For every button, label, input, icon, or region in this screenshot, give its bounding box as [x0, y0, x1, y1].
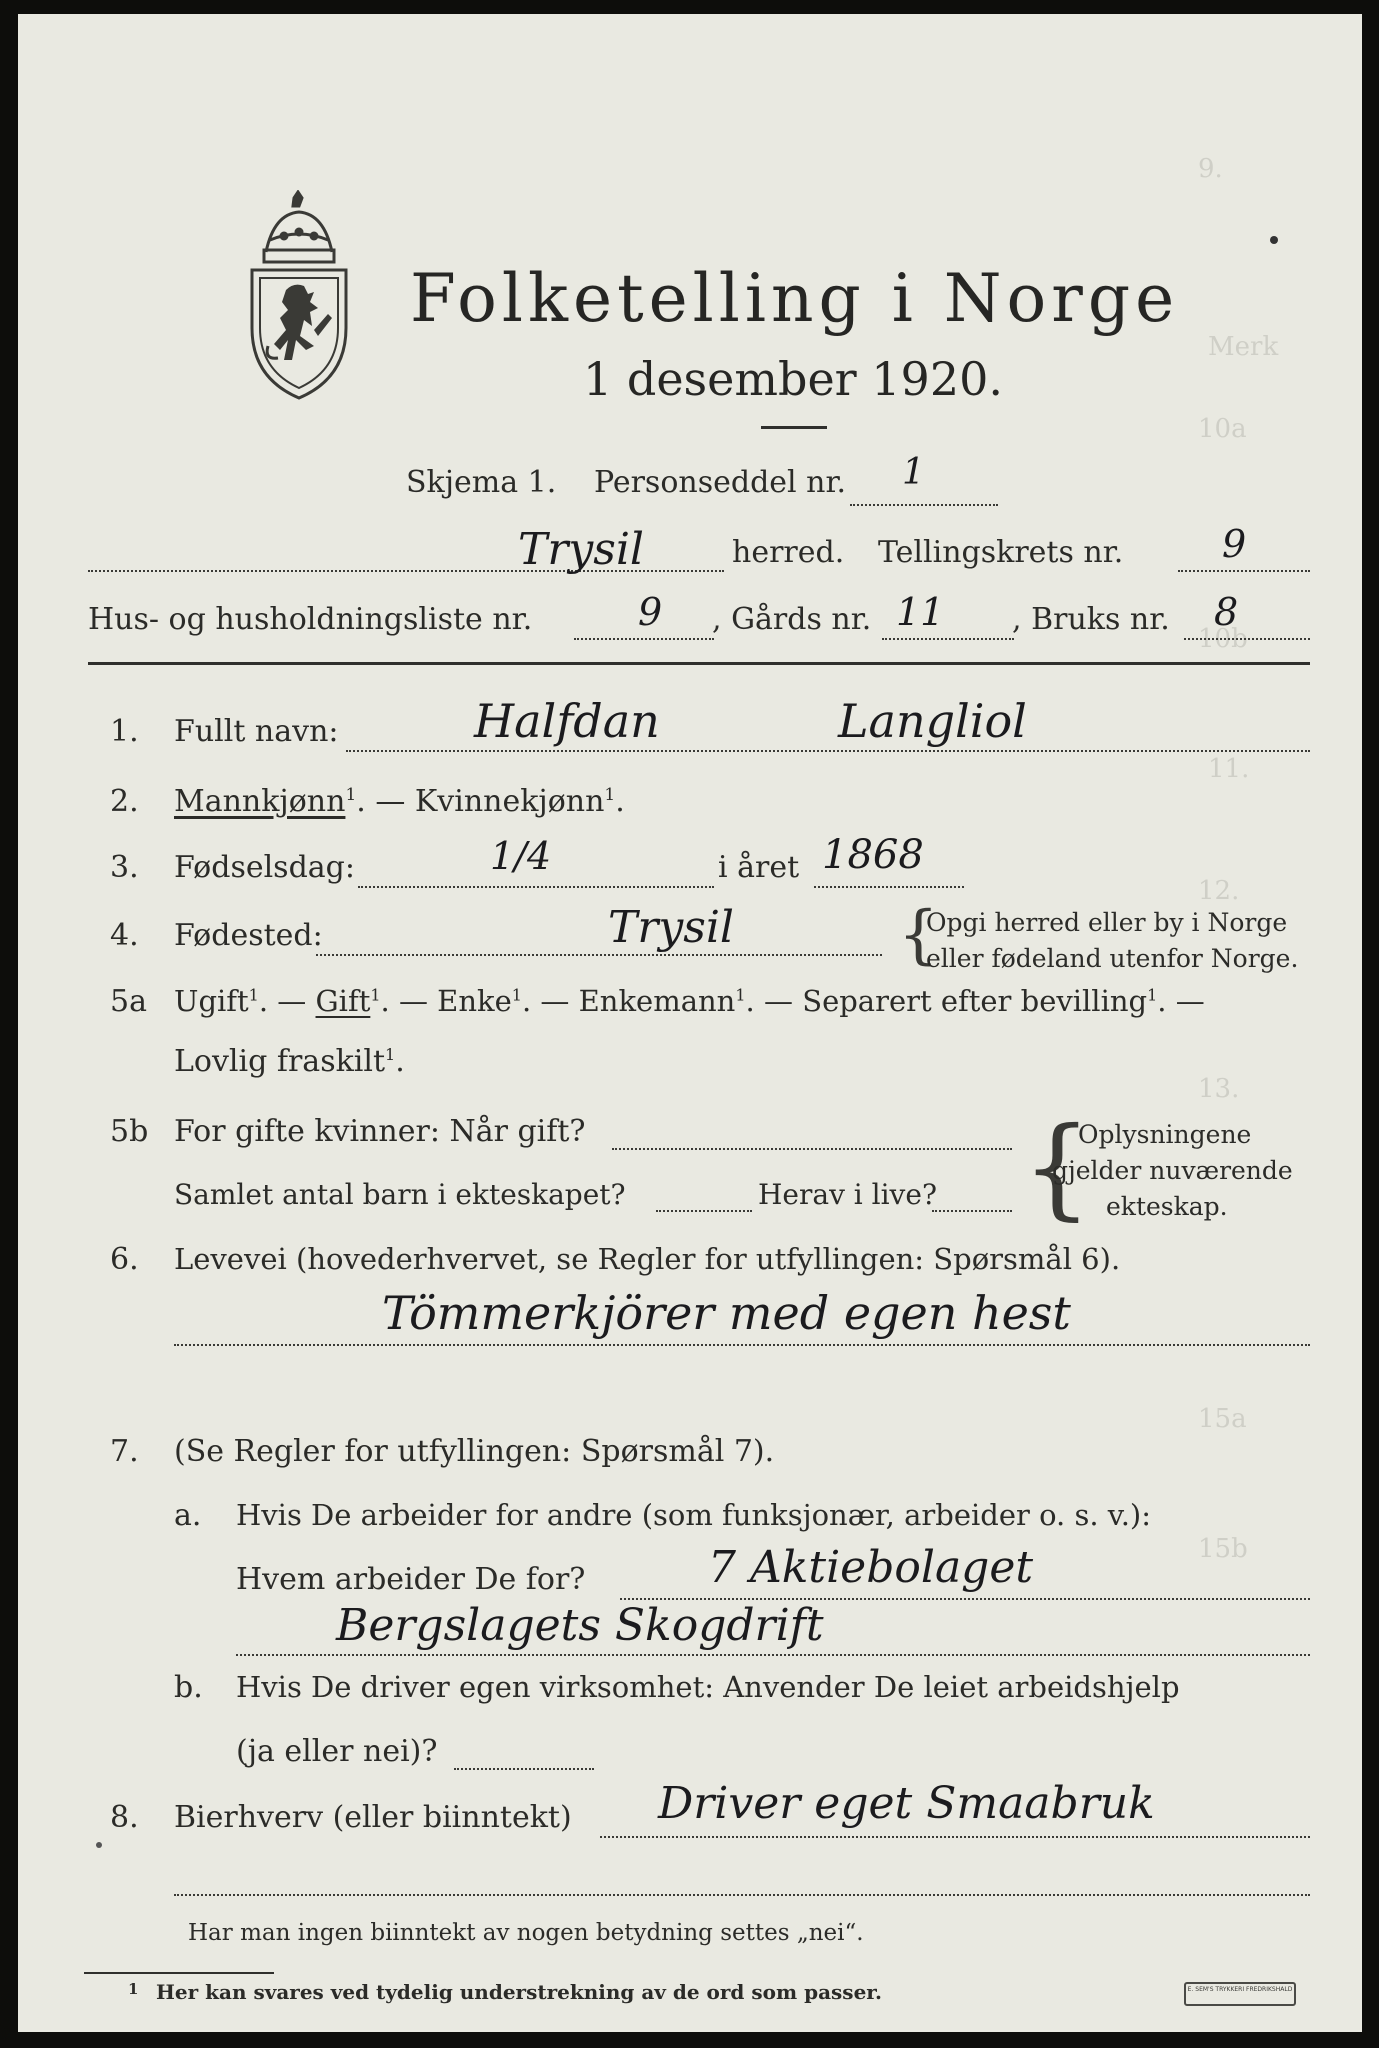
title-divider — [761, 426, 827, 429]
q7a-line-2 — [236, 1654, 1310, 1656]
q5b-brace: { — [1022, 1103, 1092, 1231]
no-income-note: Har man ingen biinntekt av nogen betydning settes „nei“. — [188, 1920, 864, 1946]
q8-number: 8. — [110, 1800, 139, 1835]
q4-number: 4. — [110, 918, 139, 953]
q1-line — [346, 750, 1310, 752]
herred-value: Trysil — [518, 524, 644, 575]
q5b-note-3: ekteskap. — [1106, 1192, 1228, 1221]
footnote-text: Her kan svares ved tydelig understrekning av de ord som passer. — [156, 1980, 882, 2004]
q4-note-2: eller fødeland utenfor Norge. — [926, 944, 1299, 973]
q5b-number: 5b — [110, 1114, 149, 1149]
q7b-question: (ja eller nei)? — [236, 1734, 438, 1769]
q4-line — [316, 954, 882, 956]
q5b-married-label: For gifte kvinner: Når gift? — [174, 1114, 586, 1149]
header-divider — [88, 662, 1310, 665]
q6-number: 6. — [110, 1242, 139, 1277]
personseddel-line — [850, 504, 998, 506]
q5b-note-1: Oplysningene — [1078, 1120, 1252, 1149]
q4-note-1: Opgi herred eller by i Norge — [926, 908, 1288, 937]
census-date: 1 desember 1920. — [583, 352, 1003, 406]
full-name-first: Halfdan — [474, 694, 660, 748]
printer-stamp-text: E. SEM'S TRYKKERI FREDRIKSHALD — [1187, 1986, 1293, 1993]
husliste-label: Hus- og husholdningsliste nr. — [88, 602, 533, 637]
q5b-married-line — [612, 1148, 1012, 1150]
q7-number: 7. — [110, 1434, 139, 1469]
bruks-label: , Bruks nr. — [1012, 602, 1170, 637]
q5b-alive-line — [932, 1210, 1012, 1212]
ink-mark — [96, 1842, 102, 1848]
marital-gift-option: Gift — [315, 984, 371, 1018]
footnote-mark: 1 — [128, 1980, 139, 1998]
q1-label: Fullt navn: — [174, 714, 339, 749]
q5a-options: Ugift$^1$. — Gift$^1$. — Enke$^1$. — Enkemann$^1$. — Separert efter bevilling$^1$. — — [174, 984, 1205, 1018]
employer-value-1: 7 Aktiebolaget — [708, 1542, 1034, 1593]
husliste-value: 9 — [638, 590, 663, 634]
norwegian-lion-coat-of-arms-icon — [244, 190, 354, 404]
footnote-divider — [84, 1972, 274, 1974]
q5b-alive-label: Herav i live? — [758, 1178, 937, 1211]
q2-options: Mannkjønn$^1$. — Kvinnekjønn$^1$. — [174, 784, 625, 819]
q5a-number: 5a — [110, 984, 147, 1019]
birth-year-value: 1868 — [822, 832, 924, 878]
personseddel-value: 1 — [902, 452, 925, 493]
q8-line-2 — [174, 1894, 1310, 1896]
q1-number: 1. — [110, 714, 139, 749]
q7a-who-label: Hvem arbeider De for? — [236, 1562, 586, 1597]
q5a-line2: Lovlig fraskilt$^1$. — [174, 1044, 405, 1079]
birthplace-value: Trysil — [608, 902, 734, 953]
q3-number: 3. — [110, 850, 139, 885]
ink-mark — [1270, 236, 1278, 244]
herred-label: herred. — [732, 535, 845, 570]
q7b-line — [454, 1768, 594, 1770]
schema-label: Skjema 1. — [406, 465, 557, 500]
sex-male-option: Mannkjønn — [174, 784, 346, 819]
q7b-letter: b. — [174, 1670, 203, 1705]
gards-label: , Gårds nr. — [712, 602, 872, 637]
q3-line — [358, 886, 714, 888]
tellingskrets-label: Tellingskrets nr. — [878, 535, 1124, 570]
birth-date-value: 1/4 — [490, 834, 552, 878]
gards-value: 11 — [896, 590, 945, 634]
q3-label: Fødselsdag: — [174, 850, 355, 885]
bruks-value: 8 — [1214, 590, 1239, 634]
q3-year-label: i året — [718, 850, 800, 885]
q5b-children-line — [656, 1210, 752, 1212]
census-form: 9. Merk 10a 10b 11. 12. 13. 15a 15b Folketelling i Norge 1 desember 1920. Skjema 1. Personseddel nr. 1 Trysil herred. Tellingskrets nr. 9 Hus- og husholdningsliste nr. 9 , Gårds nr. 11 , Bruks nr. 8 1. Fullt navn: Halfdan Langliol 2. Mannkjønn$^1$. — Kvinnekjønn$^1$. 3. Fødselsdag: 1/4 i året 1868 4. Fødested: Trysil { Opgi herred eller by i Norge eller fødeland utenfor Norge. 5a Ugift$^1$. — Gift$^1$. — Enke$^1$. — Enkemann$^1$. — Separert efter bevilling$^1$. — Lovlig fraskilt$^1$. 5b For gifte kvinner: Når gift? Samlet antal barn i ekteskapet? Herav i live? { Oplysningene gjelder nuværende ekteskap. 6. Levevei (hovederhvervet, se Regler for utfyllingen: Spørsmål 6). Tömmerkjörer med egen hest 7. (Se Regler for utfyllingen: Spørsmål 7). a. Hvis De arbeider for andre (som funksjonær, arbeider o. s. v.): Hvem arbeider De for? 7 Aktiebolaget Bergslagets Skogdrift b. Hvis De driver egen virksomhet: Anvender De leiet arbeidshjelp (ja eller nei)? 8. Bierhverv (eller biinntekt) Driver eget Smaabruk Har man ingen biinntekt av nogen betydning settes „nei“. 1 Her kan svares ved tydelig understrekning av de ord som passer. E. SEM'S TRYKKERI FREDRIKSHALD — [18, 14, 1362, 2032]
q3-year-line — [814, 886, 964, 888]
full-name-last: Langliol — [838, 694, 1027, 748]
employer-value-2: Bergslagets Skogdrift — [336, 1600, 824, 1651]
bruks-line — [1184, 638, 1310, 640]
q4-label: Fødested: — [174, 918, 323, 953]
q2-number: 2. — [110, 784, 139, 819]
q7-label: (Se Regler for utfyllingen: Spørsmål 7). — [174, 1434, 775, 1469]
q6-label: Levevei (hovederhvervet, se Regler for utfyllingen: Spørsmål 6). — [174, 1242, 1121, 1276]
tellingskrets-value: 9 — [1222, 522, 1247, 566]
printer-stamp — [1184, 1982, 1296, 2006]
gards-line — [882, 638, 1014, 640]
q8-label: Bierhverv (eller biinntekt) — [174, 1800, 572, 1835]
q6-line — [174, 1344, 1310, 1346]
husliste-line — [574, 638, 714, 640]
side-income-value: Driver eget Smaabruk — [658, 1778, 1155, 1829]
q4-brace: { — [898, 898, 939, 972]
q5b-note-2: gjelder nuværende — [1052, 1156, 1293, 1185]
personseddel-label: Personseddel nr. — [594, 465, 847, 500]
q8-line — [600, 1836, 1310, 1838]
q7a-letter: a. — [174, 1498, 202, 1533]
tellingskrets-line — [1178, 570, 1310, 572]
form-title: Folketelling i Norge — [410, 260, 1180, 337]
q7b-text: Hvis De driver egen virksomhet: Anvender De leiet arbeidshjelp — [236, 1670, 1180, 1704]
q7a-text: Hvis De arbeider for andre (som funksjonær, arbeider o. s. v.): — [236, 1498, 1152, 1532]
q5b-children-label: Samlet antal barn i ekteskapet? — [174, 1178, 626, 1211]
occupation-value: Tömmerkjörer med egen hest — [382, 1286, 1071, 1340]
